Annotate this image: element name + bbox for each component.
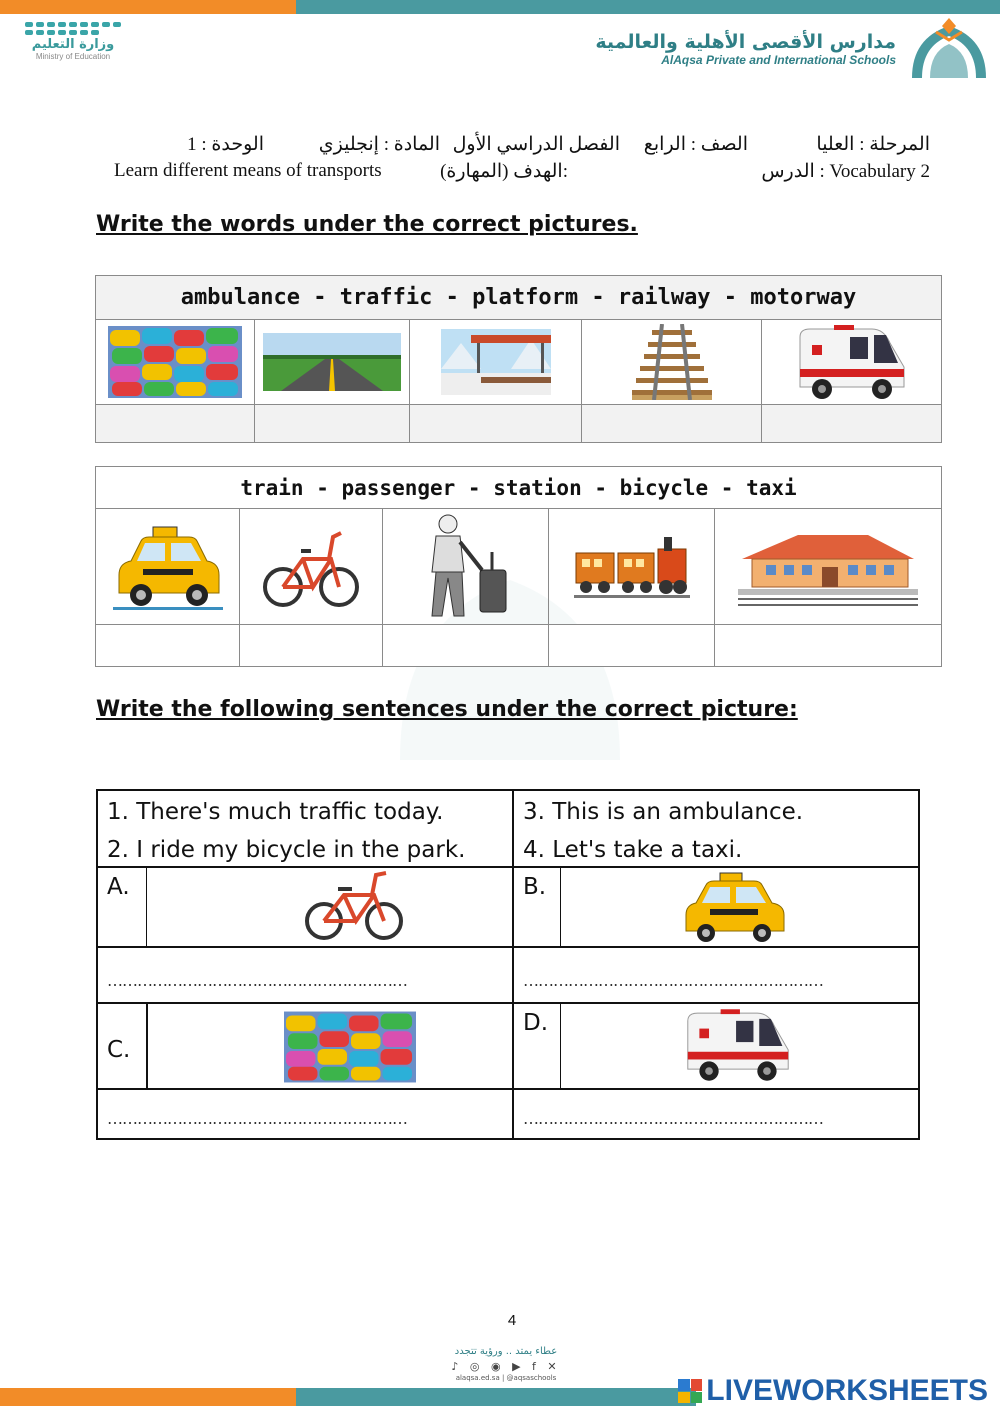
answer-cell-9[interactable] — [549, 625, 715, 667]
railway-picture — [582, 320, 762, 405]
info-goal-text: Learn different means of transports — [114, 160, 382, 181]
school-name-ar: مدارس الأقصى الأهلية والعالمية — [595, 31, 896, 53]
traffic-jam-picture — [96, 320, 255, 405]
passenger-icon — [416, 512, 516, 622]
sentence-3: 3. This is an ambulance. — [523, 799, 804, 825]
answer-cell-7[interactable] — [240, 625, 383, 667]
answer-line-c[interactable]: …………………………………………………… — [107, 1109, 407, 1128]
page-number: 4 — [507, 1312, 517, 1329]
liveworksheets-text: LIVEWORKSHEETS — [706, 1374, 988, 1407]
section1-heading: Write the words under the correct pictures. — [96, 212, 638, 237]
passenger-picture — [383, 509, 549, 625]
sentence-4: 4. Let's take a taxi. — [523, 837, 743, 863]
taxi-picture — [96, 509, 240, 625]
word-table-2 — [95, 466, 942, 667]
mosque-dome-icon — [908, 18, 990, 80]
top-bar-teal — [296, 0, 1000, 14]
answer-cell-8[interactable] — [383, 625, 549, 667]
info-unit: الوحدة : 1 — [187, 134, 264, 155]
footer-slogan: عطاء يمتد .. ورؤية تتجدد — [454, 1346, 558, 1357]
answer-cell-10[interactable] — [715, 625, 942, 667]
platform-icon — [441, 329, 551, 395]
bottom-bar-orange — [0, 1388, 296, 1406]
ministry-name-ar: وزارة التعليم — [31, 37, 115, 52]
answer-line-a[interactable]: …………………………………………………… — [107, 971, 407, 990]
bicycle-icon — [304, 869, 404, 945]
liveworksheets-squares-icon — [678, 1379, 702, 1403]
liveworksheets-logo — [678, 1374, 988, 1408]
sentences-table — [96, 789, 920, 1140]
ambulance-picture-d — [682, 1005, 794, 1085]
info-semester: الفصل الدراسي الأول — [452, 134, 620, 155]
word-bank-2: train - passenger - station - bicycle - taxi — [96, 467, 942, 509]
letter-c: C. — [107, 1037, 131, 1063]
train-icon — [574, 535, 690, 599]
ministry-logo — [18, 22, 128, 61]
footer-handle: alaqsa.ed.sa | @aqsaschools — [455, 1374, 557, 1382]
answer-cell-4[interactable] — [582, 405, 762, 443]
sentence-2: 2. I ride my bicycle in the park. — [107, 837, 466, 863]
ambulance-icon — [682, 1005, 794, 1085]
letter-a: A. — [107, 874, 130, 900]
ambulance-icon — [794, 323, 910, 401]
railway-icon — [632, 324, 712, 400]
train-picture — [549, 509, 715, 625]
answer-cell-5[interactable] — [762, 405, 942, 443]
info-lesson: الدرس : Vocabulary 2 — [761, 161, 930, 182]
letter-d: D. — [523, 1010, 549, 1036]
answer-cell-6[interactable] — [96, 625, 240, 667]
answer-line-d[interactable]: …………………………………………………… — [523, 1109, 823, 1128]
top-bar-orange — [0, 0, 296, 14]
sentence-1: 1. There's much traffic today. — [107, 799, 444, 825]
word-bank-1: ambulance - traffic - platform - railway - motorway — [96, 276, 942, 320]
taxi-icon — [680, 871, 788, 943]
ministry-dots-icon — [25, 22, 121, 35]
info-subject: المادة : إنجليزي — [318, 134, 440, 155]
section2-heading: Write the following sentences under the correct picture: — [96, 697, 798, 722]
traffic-jam-icon — [284, 1011, 416, 1083]
word-table-1 — [95, 275, 942, 443]
motorway-picture — [255, 320, 410, 405]
taxi-icon — [113, 523, 223, 611]
school-name-en: AlAqsa Private and International Schools — [661, 53, 896, 67]
bicycle-icon — [261, 517, 361, 617]
info-stage: المرحلة : العليا — [816, 134, 930, 155]
info-grade: الصف : الرابع — [643, 134, 748, 155]
answer-cell-2[interactable] — [255, 405, 410, 443]
answer-line-b[interactable]: …………………………………………………… — [523, 971, 823, 990]
traffic-jam-icon — [108, 326, 242, 398]
info-goal-label: الهدف (المهارة): — [440, 161, 568, 182]
traffic-picture-c — [284, 1011, 416, 1083]
bicycle-picture — [240, 509, 383, 625]
taxi-picture-b — [680, 871, 788, 943]
road-icon — [263, 333, 401, 391]
platform-picture — [410, 320, 582, 405]
bottom-bar-teal — [296, 1388, 696, 1406]
station-icon — [738, 527, 918, 607]
social-icons: ♪ ◎ ◉ ▶ f ✕ — [451, 1360, 561, 1373]
letter-b: B. — [523, 874, 547, 900]
ambulance-picture — [762, 320, 942, 405]
ministry-name-en: Ministry of Education — [35, 52, 111, 61]
answer-cell-1[interactable] — [96, 405, 255, 443]
answer-cell-3[interactable] — [410, 405, 582, 443]
station-picture — [715, 509, 942, 625]
bicycle-picture-a — [304, 869, 404, 945]
school-logo — [595, 18, 990, 80]
